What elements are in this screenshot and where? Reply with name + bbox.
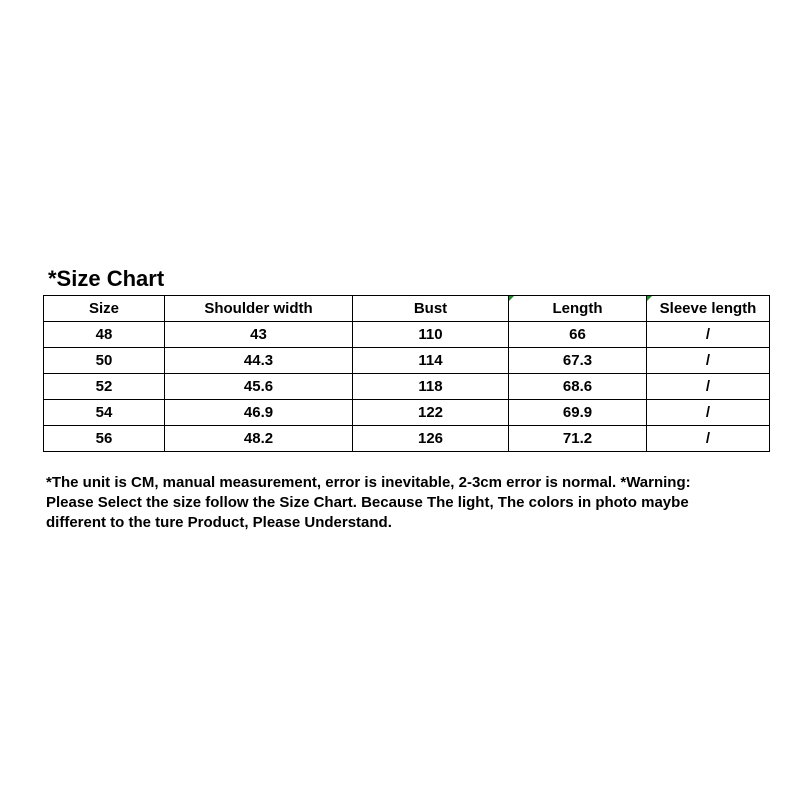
cell-bust: 110 [353, 322, 509, 348]
cell-size: 56 [44, 426, 165, 452]
cell-size: 48 [44, 322, 165, 348]
cell-size: 50 [44, 348, 165, 374]
cell-sleeve-length: / [647, 322, 770, 348]
cell-length: 66 [509, 322, 647, 348]
cell-shoulder-width: 48.2 [165, 426, 353, 452]
header-sleeve-length-label: Sleeve length [659, 300, 757, 317]
cell-length: 69.9 [509, 400, 647, 426]
note-line: *The unit is CM, manual measurement, error is inevitable, 2-3cm error is normal. *Warning: [46, 474, 691, 491]
table-row [44, 348, 770, 374]
header-length [509, 296, 647, 322]
cell-shoulder-width: 46.9 [165, 400, 353, 426]
cell-bust: 114 [353, 348, 509, 374]
size-chart-title: *Size Chart [48, 266, 165, 291]
cell-shoulder-width: 45.6 [165, 374, 353, 400]
cell-bust: 118 [353, 374, 509, 400]
cell-length: 68.6 [509, 374, 647, 400]
cell-size: 54 [44, 400, 165, 426]
cell-corner-marker [647, 296, 652, 301]
size-table [43, 295, 770, 452]
cell-corner-marker [509, 296, 514, 301]
cell-sleeve-length: / [647, 400, 770, 426]
cell-shoulder-width: 44.3 [165, 348, 353, 374]
table-row [44, 374, 770, 400]
header-size: Size [44, 296, 165, 322]
cell-sleeve-length: / [647, 426, 770, 452]
cell-bust: 126 [353, 426, 509, 452]
cell-shoulder-width: 43 [165, 322, 353, 348]
table-row [44, 322, 770, 348]
header-shoulder-width: Shoulder width [165, 296, 353, 322]
cell-length: 67.3 [509, 348, 647, 374]
table-row [44, 426, 770, 452]
note-line: Please Select the size follow the Size Chart. Because The light, The colors in photo maybe [46, 494, 689, 511]
note-line: different to the ture Product, Please Understand. [46, 514, 392, 531]
cell-bust: 122 [353, 400, 509, 426]
table-header-row [44, 296, 770, 322]
cell-sleeve-length: / [647, 374, 770, 400]
cell-length: 71.2 [509, 426, 647, 452]
cell-size: 52 [44, 374, 165, 400]
table-row [44, 400, 770, 426]
measurement-note [46, 473, 766, 533]
header-length-label: Length [552, 300, 603, 317]
header-sleeve-length [647, 296, 770, 322]
cell-sleeve-length: / [647, 348, 770, 374]
header-bust: Bust [353, 296, 509, 322]
